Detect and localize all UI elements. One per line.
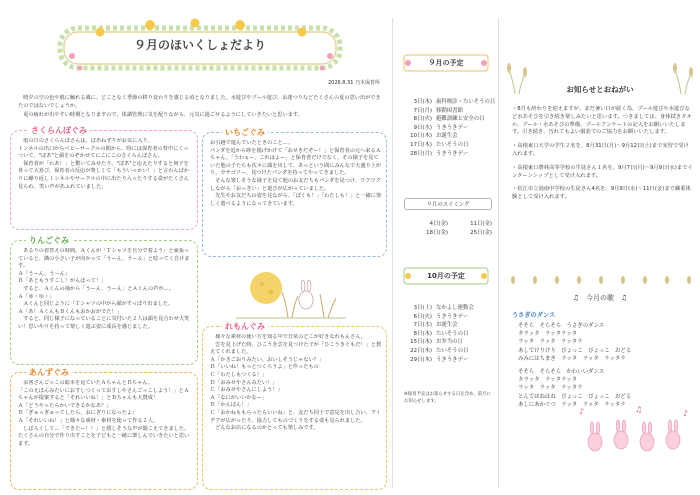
sep-schedule-row xyxy=(402,98,496,107)
sep-schedule-row xyxy=(402,124,496,133)
svg-text:♪: ♪ xyxy=(683,409,689,418)
oct-schedule-date: 7日(水) xyxy=(413,322,432,329)
oct-schedule-row xyxy=(402,347,496,356)
sep-schedule-list xyxy=(402,98,496,158)
song-line: あしでけりけり ぴょっこ ぴょっこ おどる xyxy=(518,347,632,354)
oct-schedule-title: 10月の予定 xyxy=(427,272,465,280)
swimming-row xyxy=(404,220,496,229)
sakura-body: 雨の日のさくらんぼさんは、ばあねずりがお気に入り。 トンネルの出口からベビーサークルの間から、時には保育者の背中にくっついて、"ばあ"と顔をのぞかせてにこにこのさくらんぼさん。 保育者が「わあ！」と驚いてみせたり、"ばあ"と応えたりすると何子を喜って大喜び。保育者の反応が楽しくて「もういっかい！」と言わんばかりに繰り返しトンネルやサークルの中に出たり入ったりする姿がたくさん見られ、笑い声があふれていました。 xyxy=(18,138,189,190)
song-line: そそら そらそら かわいいダンス xyxy=(518,369,605,376)
sep-schedule-event: たいそうの日 xyxy=(436,141,469,148)
sep-schedule-row xyxy=(402,132,496,141)
oct-schedule-row xyxy=(402,338,496,347)
ringo-title: りんごぐみ xyxy=(26,235,72,246)
oct-schedule-row xyxy=(402,313,496,322)
notice-item: ・高根東口大学の学生２名を、8月31日(月)～9月12日(土)まで実習で受け入れます。 xyxy=(512,143,689,157)
moon-icon xyxy=(250,272,282,304)
swimming-date: 4日(金) xyxy=(429,221,448,227)
sep-schedule-title: ９月の予定 xyxy=(428,59,464,67)
song-line: ラッタ ラッタ ラッタラ xyxy=(518,339,583,346)
swimming-date: 18日(金) xyxy=(426,229,448,236)
sep-schedule-event: 避難訓練と安全の日 xyxy=(436,116,485,123)
sakura-title: さくらんぼぐみ xyxy=(28,125,90,136)
sep-schedule-event: うきうきデー xyxy=(436,150,469,157)
notice-item: ・高根東口農林高等学校の生徒さん１名を、9月7日(月)～9月9日(水)までインターンシップとして受け入れます。 xyxy=(512,164,693,179)
notices-list xyxy=(512,106,694,208)
sep-schedule-event: お誕生会 xyxy=(436,133,458,140)
oct-schedule-date: 29日(木) xyxy=(410,356,432,363)
ringo-body: あるりの着替えの時間。Ａくんが「Ｔシャツを自分で着よう」と頑張っていると、隣の小さい子が向かって「うーん、うーん」と唸ってく自けます。 Ａ「うーん、うーん」 Ｂ「あともうすこし！がんばって！」 すると、Ａくんの袖から「うーん、うーん」とＡくんの声が…。 Ａ「ゆ・ゆ・」 Ａくんと同じように「Ｔシャツの中から顔がすっぽり出ました。 Ａ「あ！ＡくんもＢくんもおかおがでた！」 すると、同じ様子になっていることに気付いた２人は顔を見合わせ大笑い！思いやりを持って楽しく遊ぶ姿に成長を感じました。 xyxy=(18,248,190,330)
column-divider xyxy=(392,18,393,488)
sep-schedule-date: 10日(木) xyxy=(410,133,432,140)
sep-schedule-date: 8日(火) xyxy=(413,116,432,123)
intro-text: 晴夕の空の色や肌に触れる風に、どことなく季節の移り変わりを感じる頃となりました。水遊びやプール遊び、お迷つりなどたくさんの夏の思い出ができたのではないでしょうか。 夏の疲れが出やすい時期となりますので、体調管理に気を配りながら、元気に過ごせるようにしていきたいと思います。 xyxy=(18,95,381,118)
notices-title: お知らせとおねがい xyxy=(566,85,634,94)
song-divider-decoration xyxy=(505,270,695,280)
oct-schedule-date: 15日(木) xyxy=(410,339,432,346)
song-line: タラッタ ラッタラッタ xyxy=(518,377,577,384)
sep-schedule-event: 移動図書館 xyxy=(436,107,463,114)
sep-schedule-event: 歯科検診・たいそうの日 xyxy=(436,99,496,105)
music-note-icon xyxy=(579,405,688,418)
sep-schedule-row xyxy=(402,115,496,124)
sep-schedule-date: 17日(木) xyxy=(410,141,432,148)
song-title: うさぎのダンス xyxy=(512,312,556,319)
oct-schedule-row xyxy=(402,304,496,313)
sep-schedule-date: 28日(月) xyxy=(410,150,432,157)
sep-schedule-event: うきうきデー xyxy=(436,124,469,131)
column-divider xyxy=(498,18,499,488)
rabbit-icon xyxy=(299,280,313,309)
remon-body: 様々な素材の使い方を知る中で日常のどこが好きなれもんさん。 雲を見上げた時、ひこうき雲を見つけた子が「ひこうきぐもだ！」と教えてくれました。 Ａ「かきごおりみたい、おいしそうじゃない？」 Ｂ「いいね！もっとつくろうよ」と作ったもの Ｃ「わたしもつくる！」 Ｄ「おみせやさんみたい！」 Ｃ「おみせやさんにしよう！」 Ａ「なにがいいかなー」 Ｂ「かんばん！」 Ｃ「おかねももらったらいいね」と、友だち同士で意見を出し合い、アイデアが広がったり、協力してものづくりをする姿も見られました。 どんなお店になるのかとっても楽しみです。 xyxy=(210,334,382,432)
oct-schedule-date: 8日(木) xyxy=(413,330,432,337)
oct-schedule-event: たいそうの日 xyxy=(436,347,469,354)
swimming-row xyxy=(404,229,496,238)
oct-schedule-event: うきうきデー xyxy=(436,313,469,320)
dancing-rabbits-illustration xyxy=(575,400,695,462)
song-line: とんではねはね ぴょっこ ぴょっこ おどる xyxy=(518,393,632,400)
swimming-date: 25日(金) xyxy=(470,229,492,236)
oct-schedule-row xyxy=(402,330,496,339)
swimming-title: ９月のスイミング xyxy=(426,202,470,208)
sep-schedule-row xyxy=(402,150,496,159)
oct-schedule-event: うきうきデー xyxy=(436,356,469,363)
sep-schedule-row xyxy=(402,107,496,116)
anzu-body: お客さんごっこの総本を見ていたＡちゃんとＢちゃん。 「このえほんみたいにおすしつくっておすしやさんごっこしよう！」とＡちゃんが提案すると「それいいね！」とＢちゃんも大賛成！ Ａ「どうやったらかいできるかなあ？」 Ｂ「ぎゅっぎゅってしたら、おにぎりになったよ」 Ａ「それいいね！」と様々な素材・素材を使って作る２人。 しばらくして…「できたー！！」と嬉しそうな声が聞こえてきました。たくさんの自分で作り出すことを子どもと一緒に楽しんでいきたいと思います。 xyxy=(18,380,190,447)
oct-schedule-date: 3日(土) xyxy=(413,305,432,311)
notice-item: ・8月も終わりを迎えますが、まだ暑い日が続く為、プール遊びや水遊びなど水あそびを引き続き楽しみたいと思います。つきましては、身体拭きタオル、プール・水あそびの準備、プールアンケートの記入をお願いいたします。引き続き、汚れてもよい服装でのご協力をお願いいたします。 xyxy=(512,106,692,136)
sep-schedule-date: 9日(水) xyxy=(413,124,432,131)
oct-schedule-list xyxy=(402,304,496,364)
sep-schedule-date: 3日(木) xyxy=(413,99,432,105)
rabbit-icon xyxy=(588,420,680,451)
song-line: あしにあかぐつ ラッタ ラッタ ラッタラ xyxy=(518,401,626,408)
swimming-date: 11日(金) xyxy=(470,221,492,227)
song-lyrics xyxy=(518,322,694,409)
oct-schedule-date: 6日(火) xyxy=(413,313,432,320)
oct-schedule-row xyxy=(402,356,496,365)
svg-text:♫: ♫ xyxy=(635,405,643,414)
oct-schedule-event: たいそうの日 xyxy=(436,330,469,337)
song-line: タラッタ ラッタラッタ xyxy=(518,331,577,338)
oct-schedule-note: ※保育予定はお知らせする日を含め、前月にお知らせします。 xyxy=(404,392,491,404)
issue-date: 2026.8.31 乃木保育所 xyxy=(327,80,380,86)
sep-schedule-row xyxy=(402,141,496,150)
oct-schedule-event: お誕生会 xyxy=(436,322,458,329)
page-title: ９月のほいくしょだより xyxy=(133,38,266,52)
oct-schedule-date: 22日(木) xyxy=(410,347,432,354)
song-heading: ♫ 今月の歌 ♫ xyxy=(572,294,628,302)
remon-title: れもんぐみ xyxy=(222,321,268,332)
song-line: そそら そらそら うさぎのダンス xyxy=(518,323,605,329)
oct-schedule-row xyxy=(402,321,496,330)
anzu-title: あんずぐみ xyxy=(26,367,72,378)
song-line: みみにはちまき ラッタ ラッタ ラッタラ xyxy=(518,355,626,362)
song-line: ラッタ ラッタ ラッタラ xyxy=(518,385,583,392)
sep-schedule-date: 7日(月) xyxy=(413,107,432,114)
oct-schedule-event: お弁当の日 xyxy=(436,339,463,346)
ichigo-body: お引越で遊んでいたときのこと…。 パンダを追から砂を揚げかけて「おせきだぞー！」と保育者の元へ来るＡちゃん。「うわぁー、これはよー」と保育者だけでなく、その様子を見ていた他の子たちも次々に顔を出して、あっという間にみんなで大盛り上がり。ガサゴソー、見つけたパンダを持ってやってきました。 そんな楽しそうな様子を見て他のお友だちもパンダを見つけ、ワクワクしながら「おっきい」と遊びが広がっていました。 先生やお友だちの姿を見ながら、「ぼくも！」「わたしも！」と一緒に楽しく遊べるようになってきています。 xyxy=(210,140,382,207)
oct-schedule-event: なかよし運動会 xyxy=(436,305,474,311)
moon-rabbit-illustration xyxy=(236,262,346,320)
ichigo-title: いちごぐみ xyxy=(222,127,268,138)
notice-item: ・松江市立湯南中学校の生徒さん4名を、9月9日(水)～11日(金)まで職業体験として受け入れます。 xyxy=(512,186,691,201)
swimming-dates xyxy=(404,220,496,237)
svg-text:♪: ♪ xyxy=(579,407,585,416)
